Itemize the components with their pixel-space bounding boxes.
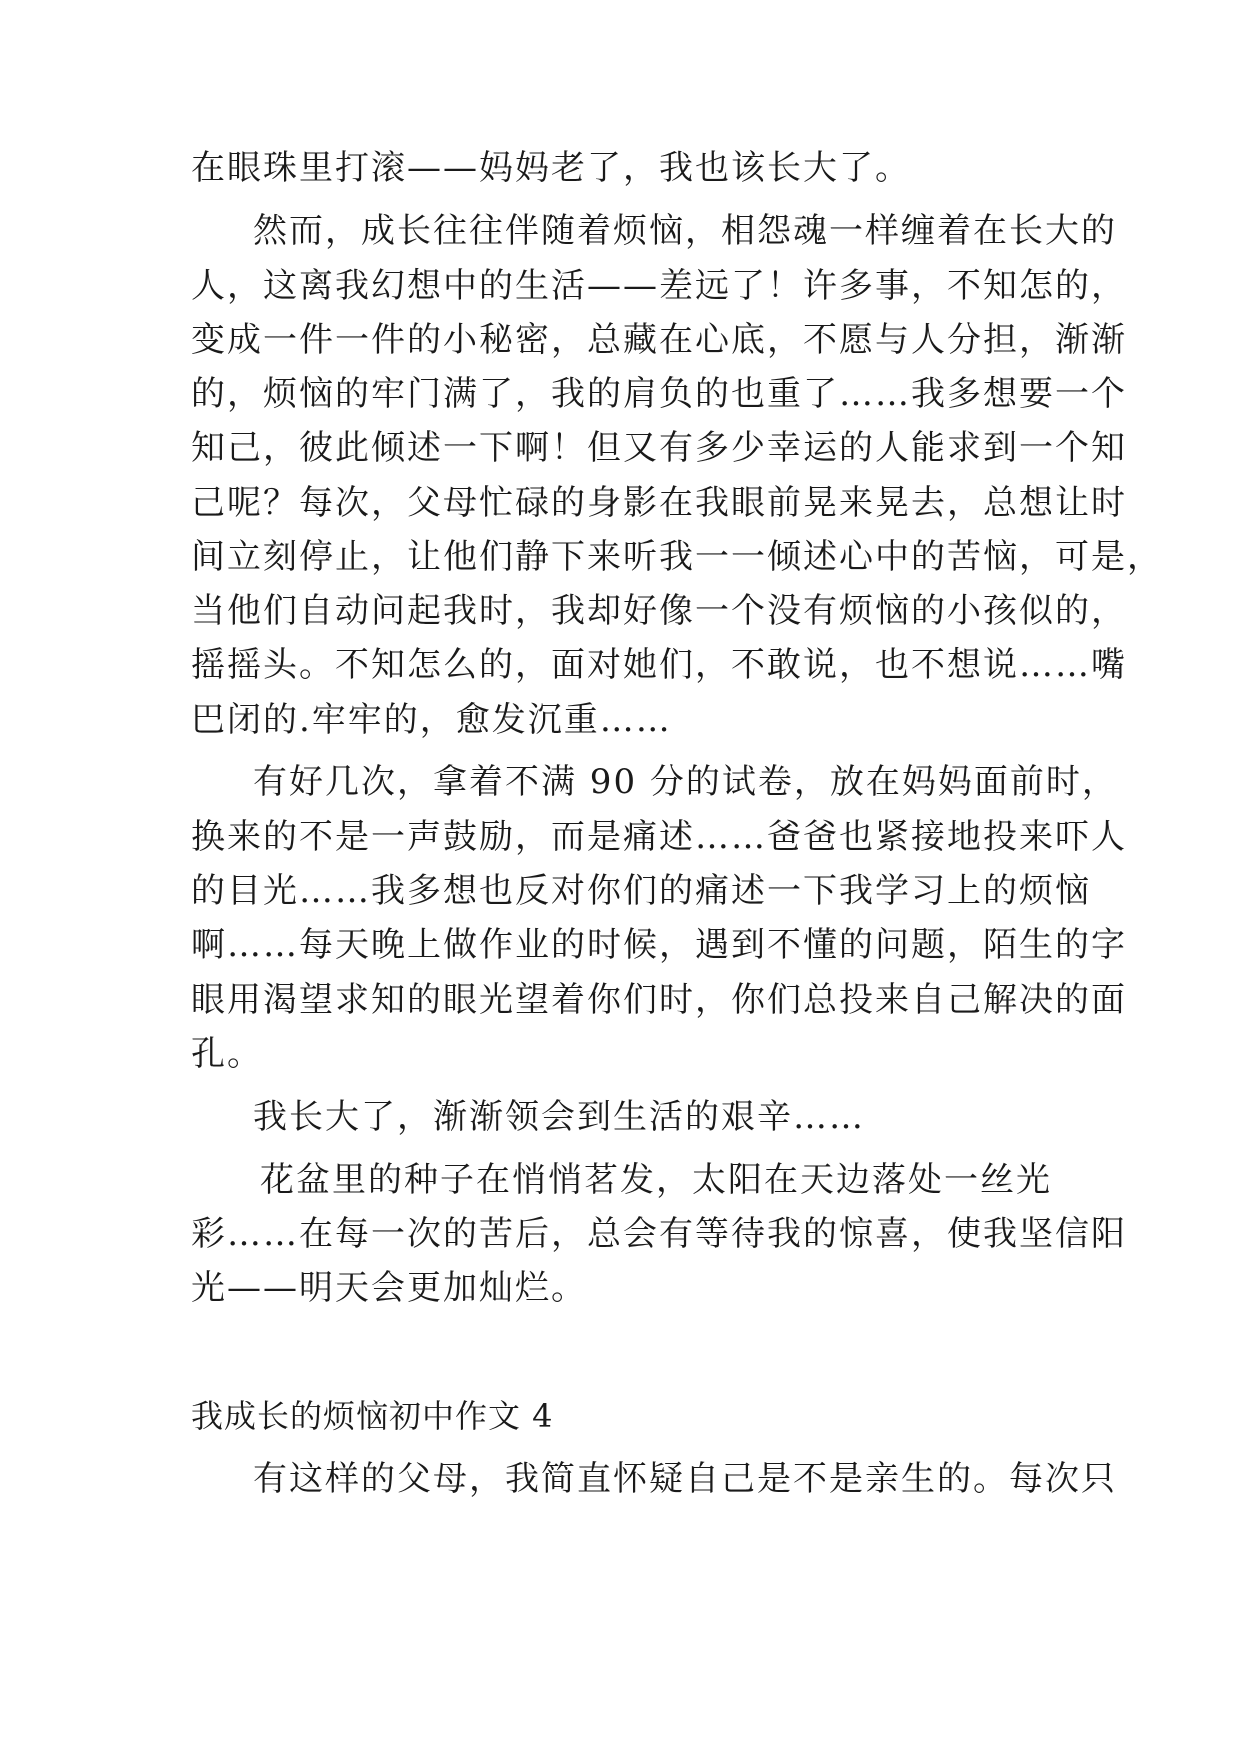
section-heading: 我成长的烦恼初中作文 4 [191,1397,554,1435]
text-line: 换来的不是一声鼓励，而是痛述……爸爸也紧接地投来吓人 [191,817,1127,857]
text-line: 知己，彼此倾述一下啊！但又有多少幸运的人能求到一个知 [191,428,1127,468]
text-line: 孔。 [191,1034,263,1074]
text-line: 摇摇头。不知怎么的，面对她们，不敢说，也不想说……嘴 [191,645,1127,685]
text-line: 花盆里的种子在悄悄茗发，太阳在天边落处一丝光 [260,1160,1052,1200]
text-line: 有好几次，拿着不满 90 分的试卷，放在妈妈面前时， [253,762,1118,802]
text-line: 我长大了，渐渐领会到生活的艰辛…… [253,1097,865,1137]
text-line: 有这样的父母，我简直怀疑自己是不是亲生的。每次只 [253,1459,1117,1499]
text-line: 然而，成长往往伴随着烦恼，相怨魂一样缠着在长大的 [253,211,1117,251]
text-line: 己呢？每次，父母忙碌的身影在我眼前晃来晃去，总想让时 [191,483,1127,523]
text-line: 的，烦恼的牢门满了，我的肩负的也重了……我多想要一个 [191,374,1127,414]
text-line: 眼用渴望求知的眼光望着你们时，你们总投来自己解决的面 [191,980,1127,1020]
text-line: 彩……在每一次的苦后，总会有等待我的惊喜，使我坚信阳 [191,1214,1127,1254]
text-line: 光——明天会更加灿烂。 [191,1268,587,1308]
text-line: 的目光……我多想也反对你们的痛述一下我学习上的烦恼 [191,871,1091,911]
text-line: 在眼珠里打滚——妈妈老了，我也该长大了。 [191,148,911,188]
text-line: 啊……每天晚上做作业的时候，遇到不懂的问题，陌生的字 [191,925,1127,965]
text-line: 间立刻停止，让他们静下来听我一一倾述心中的苦恼，可是， [191,537,1163,577]
text-line: 人，这离我幻想中的生活——差远了！许多事，不知怎的， [191,266,1127,306]
text-line: 变成一件一件的小秘密，总藏在心底，不愿与人分担，渐渐 [191,320,1127,360]
text-line: 当他们自动问起我时，我却好像一个没有烦恼的小孩似的， [191,591,1127,631]
text-line: 巴闭的.牢牢的，愈发沉重…… [191,700,672,740]
